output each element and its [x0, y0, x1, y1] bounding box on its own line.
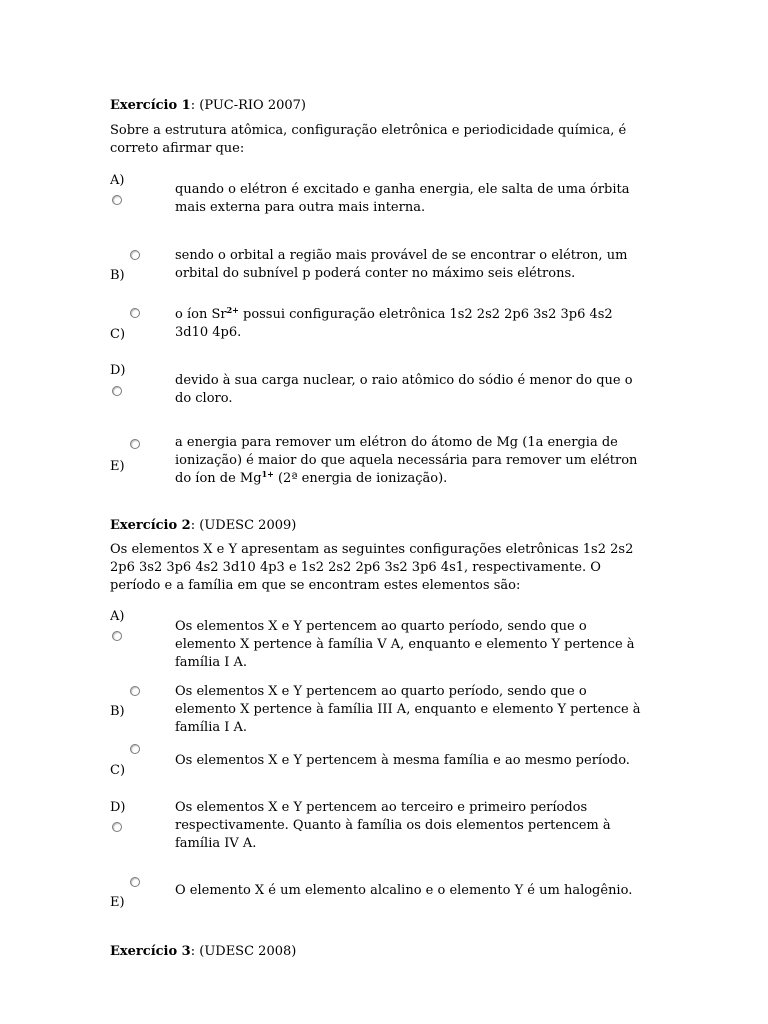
ex1-option-c-superscript: 2+: [226, 305, 239, 315]
ex2-option-b-text: Os elementos X e Y pertencem ao quarto período, sendo que o elemento X pertence à família III A, enquanto e elemento Y pertence à família I A.: [175, 684, 641, 735]
ex1-option-a-radio[interactable]: [112, 195, 122, 205]
ex1-option-e-text: [175, 434, 645, 488]
exercise-2-stem: Os elementos X e Y apresentam as seguintes configurações eletrônicas 1s2 2s2 2p6 3s2 3p6 4s2 3d10 4p3 e 1s2 2s2 2p6 3s2 3p6 4s1, respectivamente. O período e a família em que se encontram estes elementos são:: [110, 542, 634, 593]
ex2-option-d-text: Os elementos X e Y pertencem ao terceiro e primeiro períodos respectivamente. Quanto à família os dois elementos pertencem à família IV A.: [175, 800, 611, 851]
exercise-2-source: : (UDESC 2009): [190, 518, 297, 533]
ex1-option-e-radio[interactable]: [130, 439, 140, 449]
ex2-option-a-text: Os elementos X e Y pertencem ao quarto período, sendo que o elemento X pertence à família V A, enquanto e elemento Y pertence à família I A.: [175, 619, 635, 670]
exercise-3-source: : (UDESC 2008): [190, 944, 297, 959]
exercise-3-heading: [110, 943, 296, 961]
ex2-option-b-letter: B): [110, 704, 125, 719]
ex1-option-d-radio[interactable]: [112, 386, 122, 396]
ex1-option-e-text-b: (2ª energia de ionização).: [273, 471, 448, 486]
ex2-option-a-radio[interactable]: [112, 631, 122, 641]
ex1-option-b-letter: B): [110, 268, 125, 283]
exercise-1-heading: [110, 97, 306, 115]
ex1-option-c-letter: C): [110, 327, 126, 342]
ex2-option-d-letter: D): [110, 800, 126, 815]
ex2-option-e-letter: E): [110, 895, 125, 910]
ex2-option-e-text: O elemento X é um elemento alcalino e o elemento Y é um halogênio.: [175, 883, 633, 898]
ex2-option-c-letter: C): [110, 763, 126, 778]
exercise-1-source: : (PUC-RIO 2007): [190, 98, 307, 113]
exercise-1-stem: Sobre a estrutura atômica, configuração eletrônica e periodicidade química, é correto afirmar que:: [110, 123, 627, 156]
exercise-3-title: Exercício 3: [110, 944, 191, 959]
ex1-option-e-text-a: a energia para remover um elétron do átomo de Mg (1a energia de ionização) é maior do que aquela necessária para remover um elétron do íon de Mg: [175, 435, 638, 486]
ex2-option-c-radio[interactable]: [130, 744, 140, 754]
ex1-option-e-letter: E): [110, 459, 125, 474]
ex1-option-b-radio[interactable]: [130, 250, 140, 260]
exercise-2-title: Exercício 2: [110, 518, 191, 533]
ex1-option-c-text: [175, 306, 645, 342]
exercise-2-heading: [110, 517, 296, 535]
ex1-option-a-text: quando o elétron é excitado e ganha energia, ele salta de uma órbita mais externa para outra mais interna.: [175, 182, 630, 215]
exercise-1-title: Exercício 1: [110, 98, 191, 113]
ex1-option-d-text: devido à sua carga nuclear, o raio atômico do sódio é menor do que o do cloro.: [175, 373, 633, 406]
ex2-option-a-letter: A): [110, 609, 125, 624]
ex2-option-e-radio[interactable]: [130, 877, 140, 887]
ex1-option-b-text: sendo o orbital a região mais provável de se encontrar o elétron, um orbital do subnível p poderá conter no máximo seis elétrons.: [175, 248, 628, 281]
ex1-option-e-superscript: 1+: [261, 469, 274, 479]
ex1-option-d-letter: D): [110, 363, 126, 378]
ex2-option-c-text: Os elementos X e Y pertencem à mesma família e ao mesmo período.: [175, 753, 630, 768]
ex2-option-b-radio[interactable]: [130, 686, 140, 696]
ex1-option-c-text-b: possui configuração eletrônica 1s2 2s2 2p6 3s2 3p6 4s2 3d10 4p6.: [175, 307, 613, 340]
ex1-option-a-letter: A): [110, 173, 125, 188]
ex1-option-c-radio[interactable]: [130, 308, 140, 318]
ex1-option-c-text-a: o íon Sr: [175, 307, 227, 322]
ex2-option-d-radio[interactable]: [112, 822, 122, 832]
